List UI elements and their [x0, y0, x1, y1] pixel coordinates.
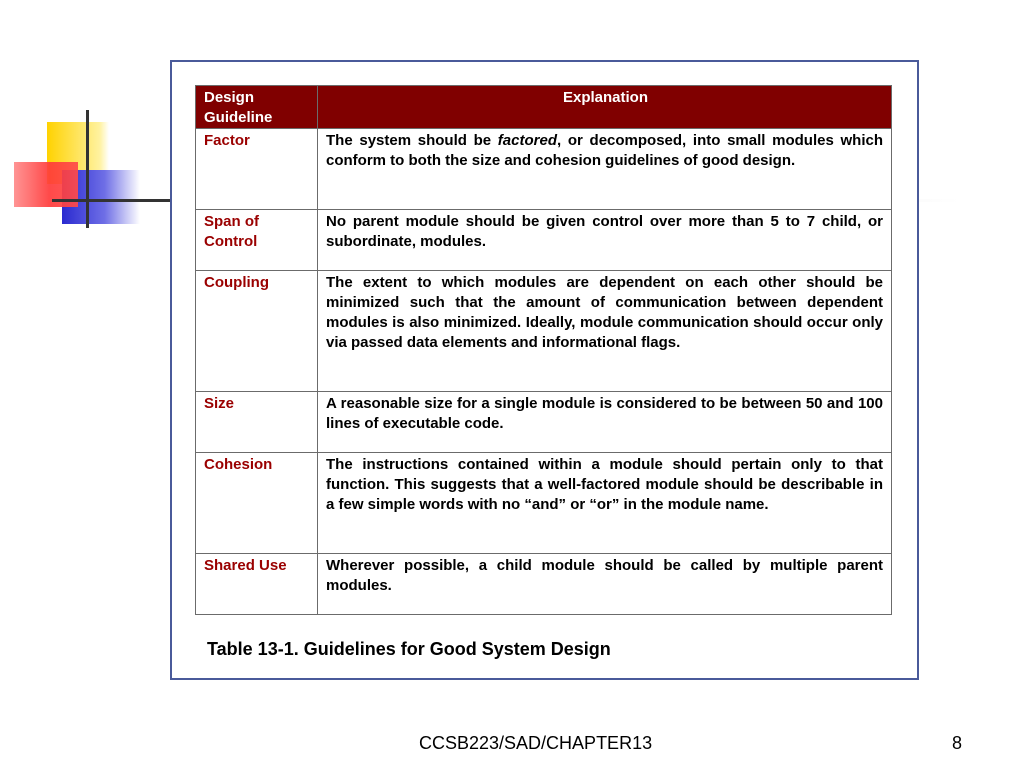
explanation-cell: Wherever possible, a child module should be called by multiple parent modules.	[318, 554, 892, 615]
table-row	[196, 129, 892, 210]
guidelines-table	[195, 85, 892, 615]
explanation-text-start: The system should be	[326, 132, 498, 149]
explanation-cell: The instructions contained within a module should pertain only to that function. This suggests that a well-factored module should be describable in a few simple words with no “and” or “or” in the module name.	[318, 453, 892, 554]
guideline-cell: Cohesion	[196, 453, 318, 554]
table-header-row	[196, 86, 892, 129]
decorative-vertical-line	[86, 110, 89, 228]
guideline-cell: Span of Control	[196, 210, 318, 271]
guideline-cell: Coupling	[196, 271, 318, 392]
explanation-cell: The extent to which modules are dependent on each other should be minimized such that the amount of communication between dependent modules is also minimized. Ideally, module communication should occur only via passed data elements and informational flags.	[318, 271, 892, 392]
table-caption: Table 13-1. Guidelines for Good System Design	[207, 639, 611, 659]
table-row	[196, 554, 892, 615]
explanation-cell	[318, 129, 892, 210]
header-explanation: Explanation	[318, 86, 892, 129]
table-row	[196, 210, 892, 271]
explanation-text-end: , or decomposed, into small modules which conform to both the size and cohesion guidelines of good design.	[326, 132, 883, 169]
footer-course-code: CCSB223/SAD/CHAPTER13	[419, 733, 653, 753]
decorative-horizontal-line	[52, 199, 170, 202]
table-row	[196, 271, 892, 392]
explanation-cell: A reasonable size for a single module is considered to be between 50 and 100 lines of executable code.	[318, 392, 892, 453]
guideline-cell: Size	[196, 392, 318, 453]
table-row	[196, 392, 892, 453]
table-row	[196, 453, 892, 554]
header-design-guideline: Design Guideline	[196, 86, 318, 129]
guideline-cell: Factor	[196, 129, 318, 210]
page-number: 8	[952, 733, 963, 753]
explanation-cell: No parent module should be given control over more than 5 to 7 child, or subordinate, modules.	[318, 210, 892, 271]
guideline-cell: Shared Use	[196, 554, 318, 615]
explanation-emphasis: factored	[497, 132, 557, 149]
